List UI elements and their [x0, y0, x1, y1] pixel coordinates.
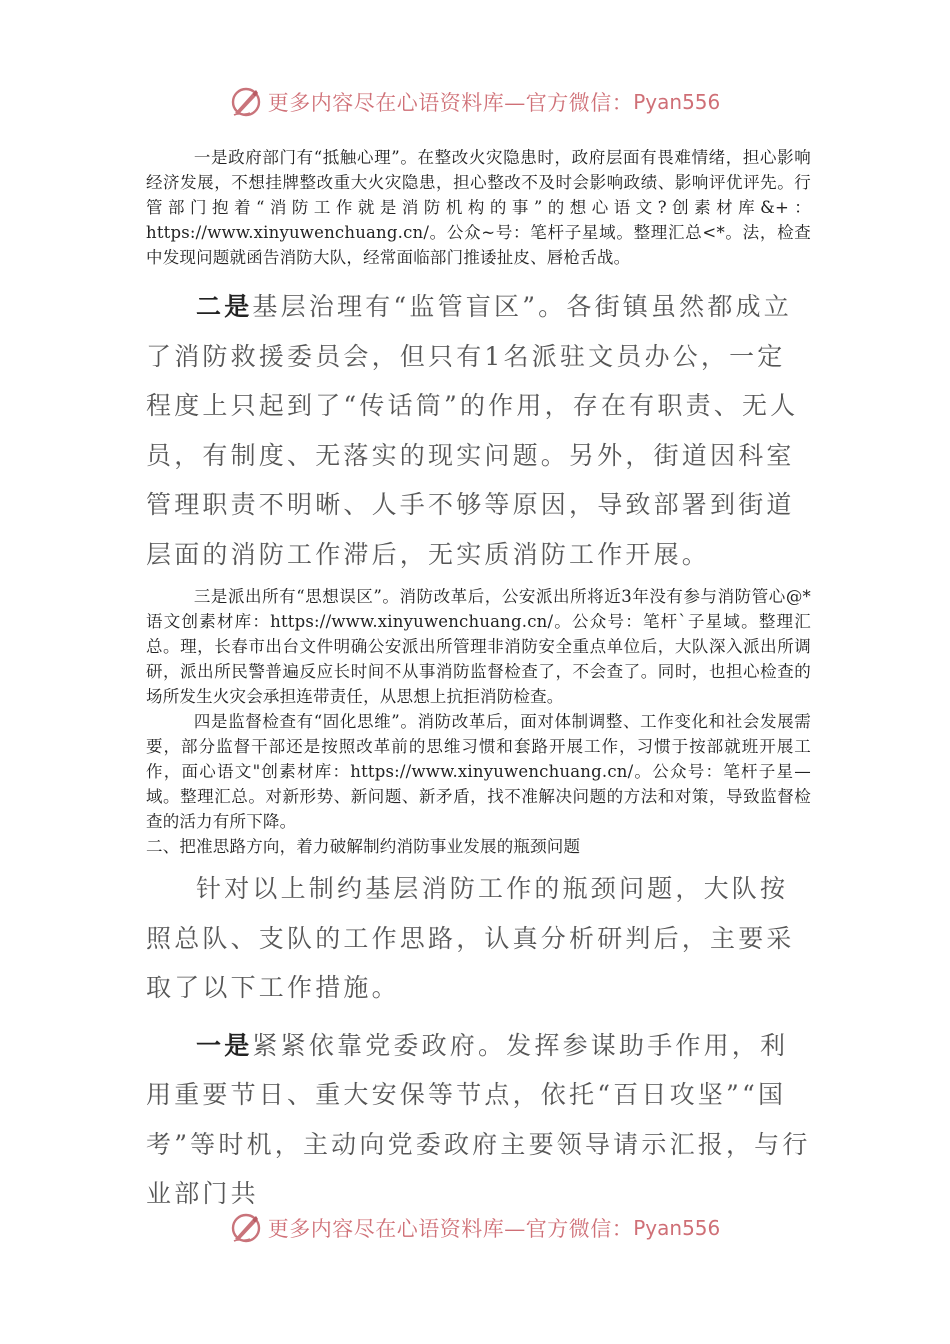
watermark-wechat-id: Pyan556 [633, 90, 721, 114]
paragraph-text: 基层治理有“监管盲区”。各街镇虽然都成立了消防救援委员会，但只有1名派驻文员办公，一定程度上只起到了“传话筒”的作用，存在有职责、无人员，有制度、无落实的现实问题。另外，街道因科室管理职责不明晰、人手不够等原因，导致部署到街道层面的消防工作滞后，无实质消防工作开展。 [146, 292, 799, 569]
pen-logo-icon [230, 86, 262, 118]
paragraph-text: 紧紧依靠党委政府。发挥参谋助手作用，利用重要节日、重大安保等节点，依托“百日攻坚”“国考”等时机，主动向党委政府主要领导请示汇报，与行业部门共 [146, 1030, 811, 1208]
paragraph-lead: 一是 [196, 1030, 253, 1060]
paragraph-lead: 二是 [196, 292, 253, 321]
paragraph-government-resistance: 一是政府部门有“抵触心理”。在整改火灾隐患时，政府层面有畏难情绪，担心影响经济发展，不想挂牌整改重大火灾隐患，担心整改不及时会影响政绩、影响评优评先。行管部门抱着“消防工作就是消防机构的事”的想心语文?创素材库&+：https://www.xinyuwenchuang.cn/。公众~号：笔杆子星域。整理汇总<*。法，检查中发现问题就函告消防大队，经常面临部门推诿扯皮、唇枪舌战。 [146, 148, 811, 267]
paragraph-grassroots-blind-spot [146, 282, 811, 579]
paragraph-rely-on-party-committee [146, 1021, 811, 1219]
paragraph-supervision-fixed-thinking: 四是监督检查有“固化思维”。消防改革后，面对体制调整、工作变化和社会发展需要，部分监督干部还是按照改革前的思维习惯和套路开展工作，习惯于按部就班开展工作，面心语文"创素材库：https://www.xinyuwenchuang.cn/。公众号：笔杆子星—域。整理汇总。对新形势、新问题、新矛盾，找不准解决问题的方法和对策，导致监督检查的活力有所下降。 [146, 712, 811, 831]
paragraph-police-station-misconception: 三是派出所有“思想误区”。消防改革后，公安派出所将近3年没有参与消防管心@*语文创素材库：https://www.xinyuwenchuang.cn/。公众号：笔杆`子星域。整理汇总。理，长春市出台文件明确公安派出所管理非消防安全重点单位后，大队深入派出所调研，派出所民警普遍反应长时间不从事消防监督检查了，不会查了。同时，也担心检查的场所发生火灾会承担连带责任，从思想上抗拒消防检查。 [146, 587, 811, 706]
watermark-wechat-id: Pyan556 [633, 1216, 721, 1240]
pen-logo-icon [230, 1212, 262, 1244]
section-heading-two: 二、把准思路方向，着力破解制约消防事业发展的瓶颈问题 [146, 837, 581, 856]
footer-watermark [0, 1208, 950, 1248]
document-body [146, 145, 811, 1219]
paragraph-measures-intro: 针对以上制约基层消防工作的瓶颈问题，大队按照总队、支队的工作思路，认真分析研判后，主要采取了以下工作措施。 [146, 874, 795, 1002]
header-watermark [0, 82, 950, 122]
watermark-text: 更多内容尽在心语资料库—官方微信： [267, 1217, 634, 1241]
watermark-text: 更多内容尽在心语资料库—官方微信： [267, 91, 634, 115]
